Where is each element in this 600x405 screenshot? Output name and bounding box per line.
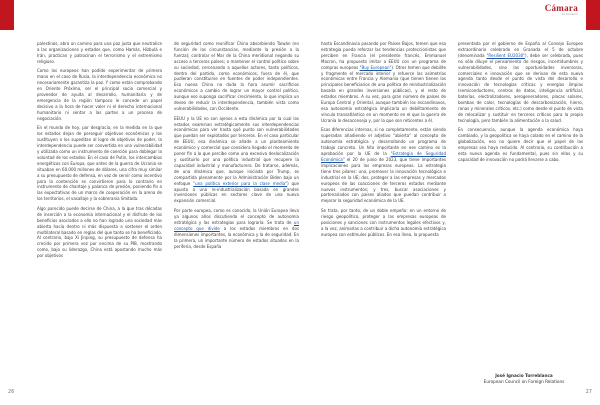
- paragraph-text: EEUU y la UE no son ajenos a esta dinámica por la cual los estados examinan estratégicamente sus interdependencias económicas para ver hasta qué punto son vulnerabilidades que puedan ser explotados por terceros. En el caso particular de EEUU, esa dinámica se añade a un planteamiento económico y comercial que considera llegado el momento de poner fin a lo que percibe como una excesiva deslocalización y sustituirlo por una política industrial que recupere la capacidad industrial y manufacturera. De tratarse, además, de una dinámica que, aunque iniciada por Trump, es compartida plenamente por la Administración Biden bajo un enfoque: [174, 115, 299, 186]
- paragraph: [458, 127, 583, 162]
- text-column-1: [37, 41, 162, 363]
- text-column-4: [458, 41, 583, 363]
- paragraph: [37, 206, 162, 259]
- paragraph-text: Se trata, por tanto, de un doble empeño: en un entorno de riesgo geopolítico, proteger a las empresas europeas de posiciones y sanciones con instrumentos legales efectivos y, a la vez, animarlas a contribuir a dicha autonomía estratégica europea con estímulos públicos. En esa línea, la propuesta: [321, 208, 446, 237]
- paragraph-text: presentada por el gobierno de España al Consejo Europeo extraordinario celebrado en Granada el 5 de octubre (denominada: [458, 41, 583, 58]
- brand-header: [545, 3, 578, 16]
- paragraph: [37, 125, 162, 202]
- author-name: José Ignacio Torreblanca: [495, 373, 553, 378]
- paragraph-text: ). Otros temen que debilite y fragmente el mercado interior y refuerce las asimetrías económicas entre Francia y Alemania (que tienen tienen los principales beneficiarios de una política de reindustrialización basada en grandes inversiones públicas), y el resto de estados miembros. A su vez, para gran número de países de Europa Central y Oriental, aunque también los escandinavos, esa autonomía estratégica implicaría un debilitamiento de vínculo transatlántico en un momento en el que la guerra de Ucrania lo desaconseja y, por lo que son reticentes a él.: [321, 64, 446, 123]
- inline-link[interactable]: "una política exterior para la clase media": [193, 180, 288, 186]
- paragraph-text: a los estados miembros en dos dimensiones importantes, la económica y la de seguridad. En la primera, un importante número de estados situados en la periferia, desde España: [174, 225, 299, 249]
- paragraph-text: de seguridad como reunificar China absorbiendo Taiwán (en función de las circunstancias, mediante la presión o la fuerza); controlar el Mar de la China meridional negando su acceso a terceros países; o mantener el control político sobre su sociedad, cercenando a aquellos actores, tanto políticos, dentro del partido, como económicos, fuera de él, que pudieran constituirse en fuentes de poder independientes. Esa nueva China no duda la hora asumir sacrificios económicos a cambio de lograr un mayor control político, aunque eso suponga sacrificar crecimiento, lo que implica un deseo de reducir la interdependencia, también vista como vulnerabilidades, con Occidente.: [174, 41, 299, 111]
- paragraph-text: Como los europeos han podido experimentar de primera mano en el caso de Rusia, la interdependencia económica no necesariamente garantiza la paz. Y como están comprobando en Oriente Próximo, ser el principal socio comercial y proveedor de ayuda al desarrollo, humanitaria y de emergencia de la región tampoco le concede un papel decisivo a la hora de hacer valer ni el derecho internacional humanitario ni sentar a las partes a un proceso de negociación.: [37, 68, 162, 121]
- paragraph: [321, 127, 446, 204]
- paragraph: [174, 208, 299, 249]
- paragraph-text: En consecuencia, aunque la agenda económica haya cambiado, y la geopolítica se haya colado en el camino de la globalización, eso no quiere decir que el papel de las empresas sea haya reducido. Al contrario, su contribución a esta nueva agenda es fundamental, pues sin ellas y su capacidad de innovación no podrá llevarse a cabo.: [458, 127, 583, 163]
- brand-logo-text: Cámara: [544, 3, 578, 13]
- paragraph: [174, 116, 299, 205]
- paragraph: [174, 41, 299, 112]
- paragraph: [37, 68, 162, 121]
- brand-subtitle: de Comercio: [561, 13, 578, 16]
- paragraph-text: ) que apunta a una re-industrialización basada en grandes inversiones públicas en sectores clave de una nueva expansión comercial.: [174, 180, 299, 204]
- paragraph-text: ), debe ser celebrada, pues no sólo diluye el pensamiento de riesgos, incertidumbres y vulnerabilidades, sino las oportunidades inversoras, comerciales e innovación que se derivan de esta nueva agenda tanto desde el punto de vista del desarrollo e innovación de tecnologías críticas y energías limpias (semiconductores, centros de datos, inteligencia artificial, baterías, electrolizadores, aerogeneradores, placas solares, bombas de calor, tecnologías de descarbonización, hierro, ranas y minerales críticos, etc.) como desde el punto de vista de relocalizar y sustituir en terceros críticos para la propia tecnología, pero también la alimentación o la salud.: [458, 52, 583, 123]
- inline-link[interactable]: "Estrategia de Seguridad Económica": [321, 151, 446, 163]
- left-red-tab: [0, 0, 14, 30]
- paragraph-text: Algo parecido puede decirse de China, a la que tras décadas de inserción a la economía internacional y el disfrute de los beneficios asociados a ello no han logrado una sociedad más abierta hacia dentro ni más dispuesta a sostener el orden multilateral basado en reglas del que tanto se ha beneficiado. Al contrario, bajo Xi Jinping, su presupuesto de defensa ha crecido por primera vez por encima de su PIB, mostrando como, bajo su liderazgo, China está apostando mucho más por objetivos: [37, 205, 162, 259]
- paragraph: [321, 208, 446, 238]
- page-number-right: 27: [585, 389, 592, 395]
- right-red-tab: [586, 0, 600, 30]
- paragraph: [321, 41, 446, 124]
- paragraph: [37, 41, 162, 65]
- paragraph-text: palestinos, abra un camino para una paz justa que neutralice a las organizaciones y estados que, como Hamás, Hizbulá e Irán, practican y patrocinan el terrorismo y el extremismo religioso.: [37, 41, 162, 64]
- inline-link[interactable]: un concepto que divide: [174, 219, 299, 231]
- paragraph-text: el 20 de junio de 2023, que tiene importantes implicaciones para las empresas europeas. La estrategia tiene tres pilares: uno, promover la innovación tecnológica e industrial en la UE; dos, proteger a las empresas y mercados europeos de las coacciones de terceros estados mediante nuevos instrumentos; y tres, buscar asociaciones y partenariados con países aliados que puedan contribuir a mejorar la seguridad económica de la UE.: [321, 157, 446, 204]
- inline-link[interactable]: "Resilient EU2030": [486, 52, 526, 58]
- paragraph-text: Por parte europea, como es conocido, la Unión Europea lleva ya algunos años discutiendo el concepto de autonomía estratégica y las estrategias para lograrla. Se trata de: [174, 208, 299, 225]
- author-organization: European Council on Foreign Relations: [483, 379, 565, 384]
- author-signature: [474, 373, 574, 385]
- paragraph-text: hasta Escandinavia pasando por Países Bajos, temen que esa estrategia pueda reforzar las tendencias proteccionistas que perciben en Francia (el presidente francés, Emmanuel Macron, ha propuesto imitar a EEUU con un programa de compras europeas: [321, 41, 446, 70]
- inline-link[interactable]: "Buy European": [359, 64, 392, 70]
- paragraph: [458, 41, 583, 124]
- text-column-2: [174, 41, 299, 363]
- page-number-left: 26: [8, 389, 15, 395]
- paragraph-text: Esas diferencias internas, si no completamente, están siendo superadas añadiendo el adjetivo "abierta" al concepto de autonomía estratégica y desarrollando un programa de trabajo concreto. Un hito importante en ese camino es la aprobación por la UE de la: [321, 127, 446, 157]
- paragraph-text: En el mundo de hoy, por desgracia, en la medida en la que los estados dejan de perseguir objetivos económicos y los sustituyen o los supeditan al logro de objetivos de poder, la interdependencia puede ser convertida en una vulnerabilidad y utilizada como un instrumento de coerción para doblegar la voluntad de los estados. En el caso de Putin, los intercambios energéticos con Europa, que antes de la guerra de Ucrania se situaban en 60.000 millones de dólares, una cifra muy similar a su presupuesto de defensa, en vez de servir como incentivo para la contención se convirtieron para lo contrario en instrumento de chantaje y palanca de presión, poniendo fin a las expectativas de un marco de cooperación en la arena de los territorios, el vasallaje y la sobrerania limitada.: [37, 125, 162, 202]
- text-column-3: [321, 41, 446, 363]
